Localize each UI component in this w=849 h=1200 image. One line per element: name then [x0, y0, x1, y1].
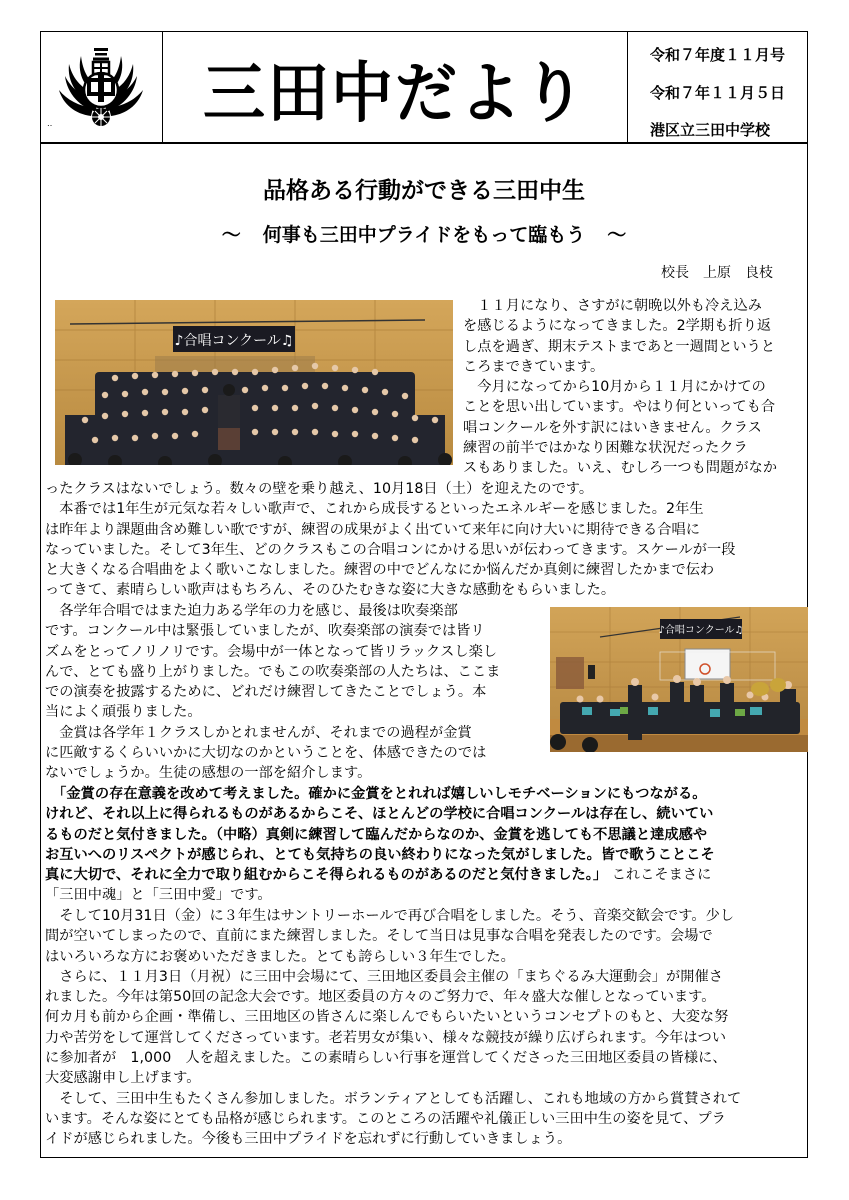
text-line: ころまできています。 [463, 358, 605, 375]
paragraph-brass-band [45, 601, 545, 784]
text-line: はいろいろな方にお褒めいただきました。とても誇らしい３年生でした。 [45, 948, 515, 965]
text-line: ってきて、素晴らしい歌声はもちろん、そのひたむきな姿に大きな感動をもらいました。 [45, 582, 616, 599]
byline-name: 上原 良枝 [703, 265, 773, 281]
text-line: そして10月31日（金）に３年生はサントリーホールで再び合唱をしました。そう、音楽交歓会です。少し [45, 908, 735, 924]
text-line: 本番では1年生が元気な若々しい歌声で、これから成長するといったエネルギーを感じました。2年生 [45, 501, 704, 518]
text-line: です。コンクール中は緊張していましたが、吹奏楽部の演奏では皆リ [45, 623, 485, 640]
text-line: そして、三田中生もたくさん参加しました。ボランティアとしても活躍し、これも地域の方から賞賛されて [45, 1090, 742, 1107]
text-line: での演奏を披露するために、どれだけ練習してきたことでしょう。本 [45, 684, 487, 701]
byline [661, 262, 773, 282]
text-line: 今月になってから10月から１１月にかけての [463, 379, 766, 396]
byline-role: 校長 [661, 265, 689, 281]
text-line: ったクラスはないでしょう。数々の壁を乗り越え、10月18日（土）を迎えたのです。 [45, 481, 594, 497]
issue-info [628, 32, 808, 142]
text-line: 何カ月も前から企画・準備し、三田地区の皆さんに楽しんでもらいたいというコンセプトのもと、大変な努 [45, 1009, 729, 1026]
quote-line: 「金賞の存在意義を改めて考えました。確かに金賞をとれれば嬉しいしモチベーションにもつながる。 [45, 786, 707, 802]
tilde-left: ～ [221, 224, 241, 246]
text-line: んで、とても盛り上がりました。でもこの吹奏楽部の人たちは、ここま [45, 663, 501, 680]
article-headline: 品格ある行動ができる三田中生 [263, 178, 585, 204]
text-line: 各学年合唱ではまた迫力ある学年の力を感じ、最後は吹奏楽部 [45, 603, 458, 619]
quote-line: るものだと気付きました。（中略）真剣に練習して臨んだからなのか、金賞を逃しても不思議と達成感や [45, 826, 708, 843]
text-line: います。そんな姿にとても品格が感じられます。このところの活躍や礼儀正しい三田中生の姿を見て、プラ [45, 1110, 726, 1127]
text-line: 「三田中魂」と「三田中愛」です。 [45, 887, 272, 904]
svg-text:♪合唱コンクール♫: ♪合唱コンクール♫ [658, 625, 744, 636]
text-line: なっていました。そして3年生、どのクラスもこの合唱コンにかける思いが伝わってきます。スケールが一段 [45, 541, 736, 558]
text-line: ことを思い出しています。やはり何といっても合 [463, 399, 776, 416]
text-line: に参加者が 1,000 人を超えました。この素晴らしい行事を運営してくださった三田地区委員の皆様に、 [45, 1050, 727, 1067]
logo-cell [41, 32, 163, 142]
text-line: 大変感謝申し上げます。 [45, 1070, 201, 1087]
newsletter-page [40, 31, 808, 1158]
text-line: し点を過ぎ、期末テストまであと一週間というと [463, 338, 776, 355]
text-line: 練習の前半ではかなり困難な状況だったクラ [463, 440, 748, 457]
text-line: ズムをとってノリノリです。会場中が一体となって皆リラックスし楽し [45, 643, 498, 660]
school-crest-icon [51, 42, 151, 132]
text-line: これこそまさに [611, 867, 712, 884]
logo-marks: ‥ [47, 119, 54, 128]
text-line: 力や苦労をして運営してくださっています。老若男女が集い、様々な競技が繰り広げられます。今年はつい [45, 1029, 727, 1046]
text-line: と大きくなる合唱曲をよく歌いこなしました。練習の中でどんなにか悩んだか真剣に練習したかまで伝わ [45, 562, 715, 579]
choir-contest-photo [55, 300, 453, 465]
quote-line: お互いへのリスペクトが感じられ、とても気持ちの良い終わりになった気がしました。皆で歌うことこそ [45, 846, 715, 863]
paragraph-suntory-hall [45, 906, 809, 1150]
text-line: イドが感じられました。今後も三田中プライドを忘れずに行動していきましょう。 [45, 1131, 572, 1148]
text-line: ないでしょうか。生徒の感想の一部を紹介します。 [45, 765, 372, 782]
text-line: 当によく頑張りました。 [45, 704, 202, 721]
title-cell [163, 32, 628, 142]
svg-text:♪合唱コンクール♫: ♪合唱コンクール♫ [174, 333, 294, 349]
text-line: れました。今年は第50回の記念大会です。地区委員の方々のご努力で、年々盛大な催しとなっています。 [45, 989, 716, 1006]
student-quote [45, 784, 809, 906]
text-line: 唱コンクールを外す訳にはいきません。クラス [463, 419, 762, 436]
text-line: は昨年より課題曲含め難しい歌ですが、練習の成果がよく出ていて来年に向け大いに期待できる合唱に [45, 521, 700, 538]
newsletter-title: 三田中だより [202, 53, 587, 131]
paragraph-intro [463, 296, 809, 479]
tilde-right: ～ [607, 224, 627, 246]
text-line: を感じるようになってきました。2学期も折り返 [463, 318, 772, 335]
text-line: スもありました。いえ、むしろ一つも問題がなか [463, 460, 778, 477]
brass-band-photo [550, 607, 808, 752]
subheadline-text: 何事も三田中プライドをもって臨もう [262, 224, 586, 246]
text-line: さらに、１１月3日（月祝）に三田中会場にて、三田地区委員会主催の「まちぐるみ大運動会」が開催さ [45, 968, 723, 985]
quote-line: けれど、それ以上に得られるものがあるからこそ、ほとんどの学校に合唱コンクールは存在し、続いてい [45, 806, 714, 823]
text-line: に匹敵するくらいいかに大切なのかということを、体感できたのでは [45, 745, 487, 762]
quote-line: 真に大切で、それに全力で取り組むからこそ得られるものがあるのだと気付きました。」 [45, 867, 608, 884]
article-subheadline [41, 220, 807, 247]
issue-date: 令和７年１１月５日 [650, 84, 786, 102]
text-line: 金賞は各学年１クラスしかとれませんが、それまでの過程が金賞 [45, 724, 472, 741]
newsletter-header [41, 32, 807, 144]
text-line: 間が空いてしまったので、直前にまた練習しました。そして当日は見事な合唱を発表したのです。会場で [45, 928, 713, 945]
issue-number: 令和７年度１１月号 [650, 46, 786, 64]
text-line: １１月になり、さすがに朝晩以外も冷え込み [463, 298, 762, 314]
paragraph-choir-results [45, 479, 807, 601]
school-name: 港区立三田中学校 [650, 121, 771, 139]
